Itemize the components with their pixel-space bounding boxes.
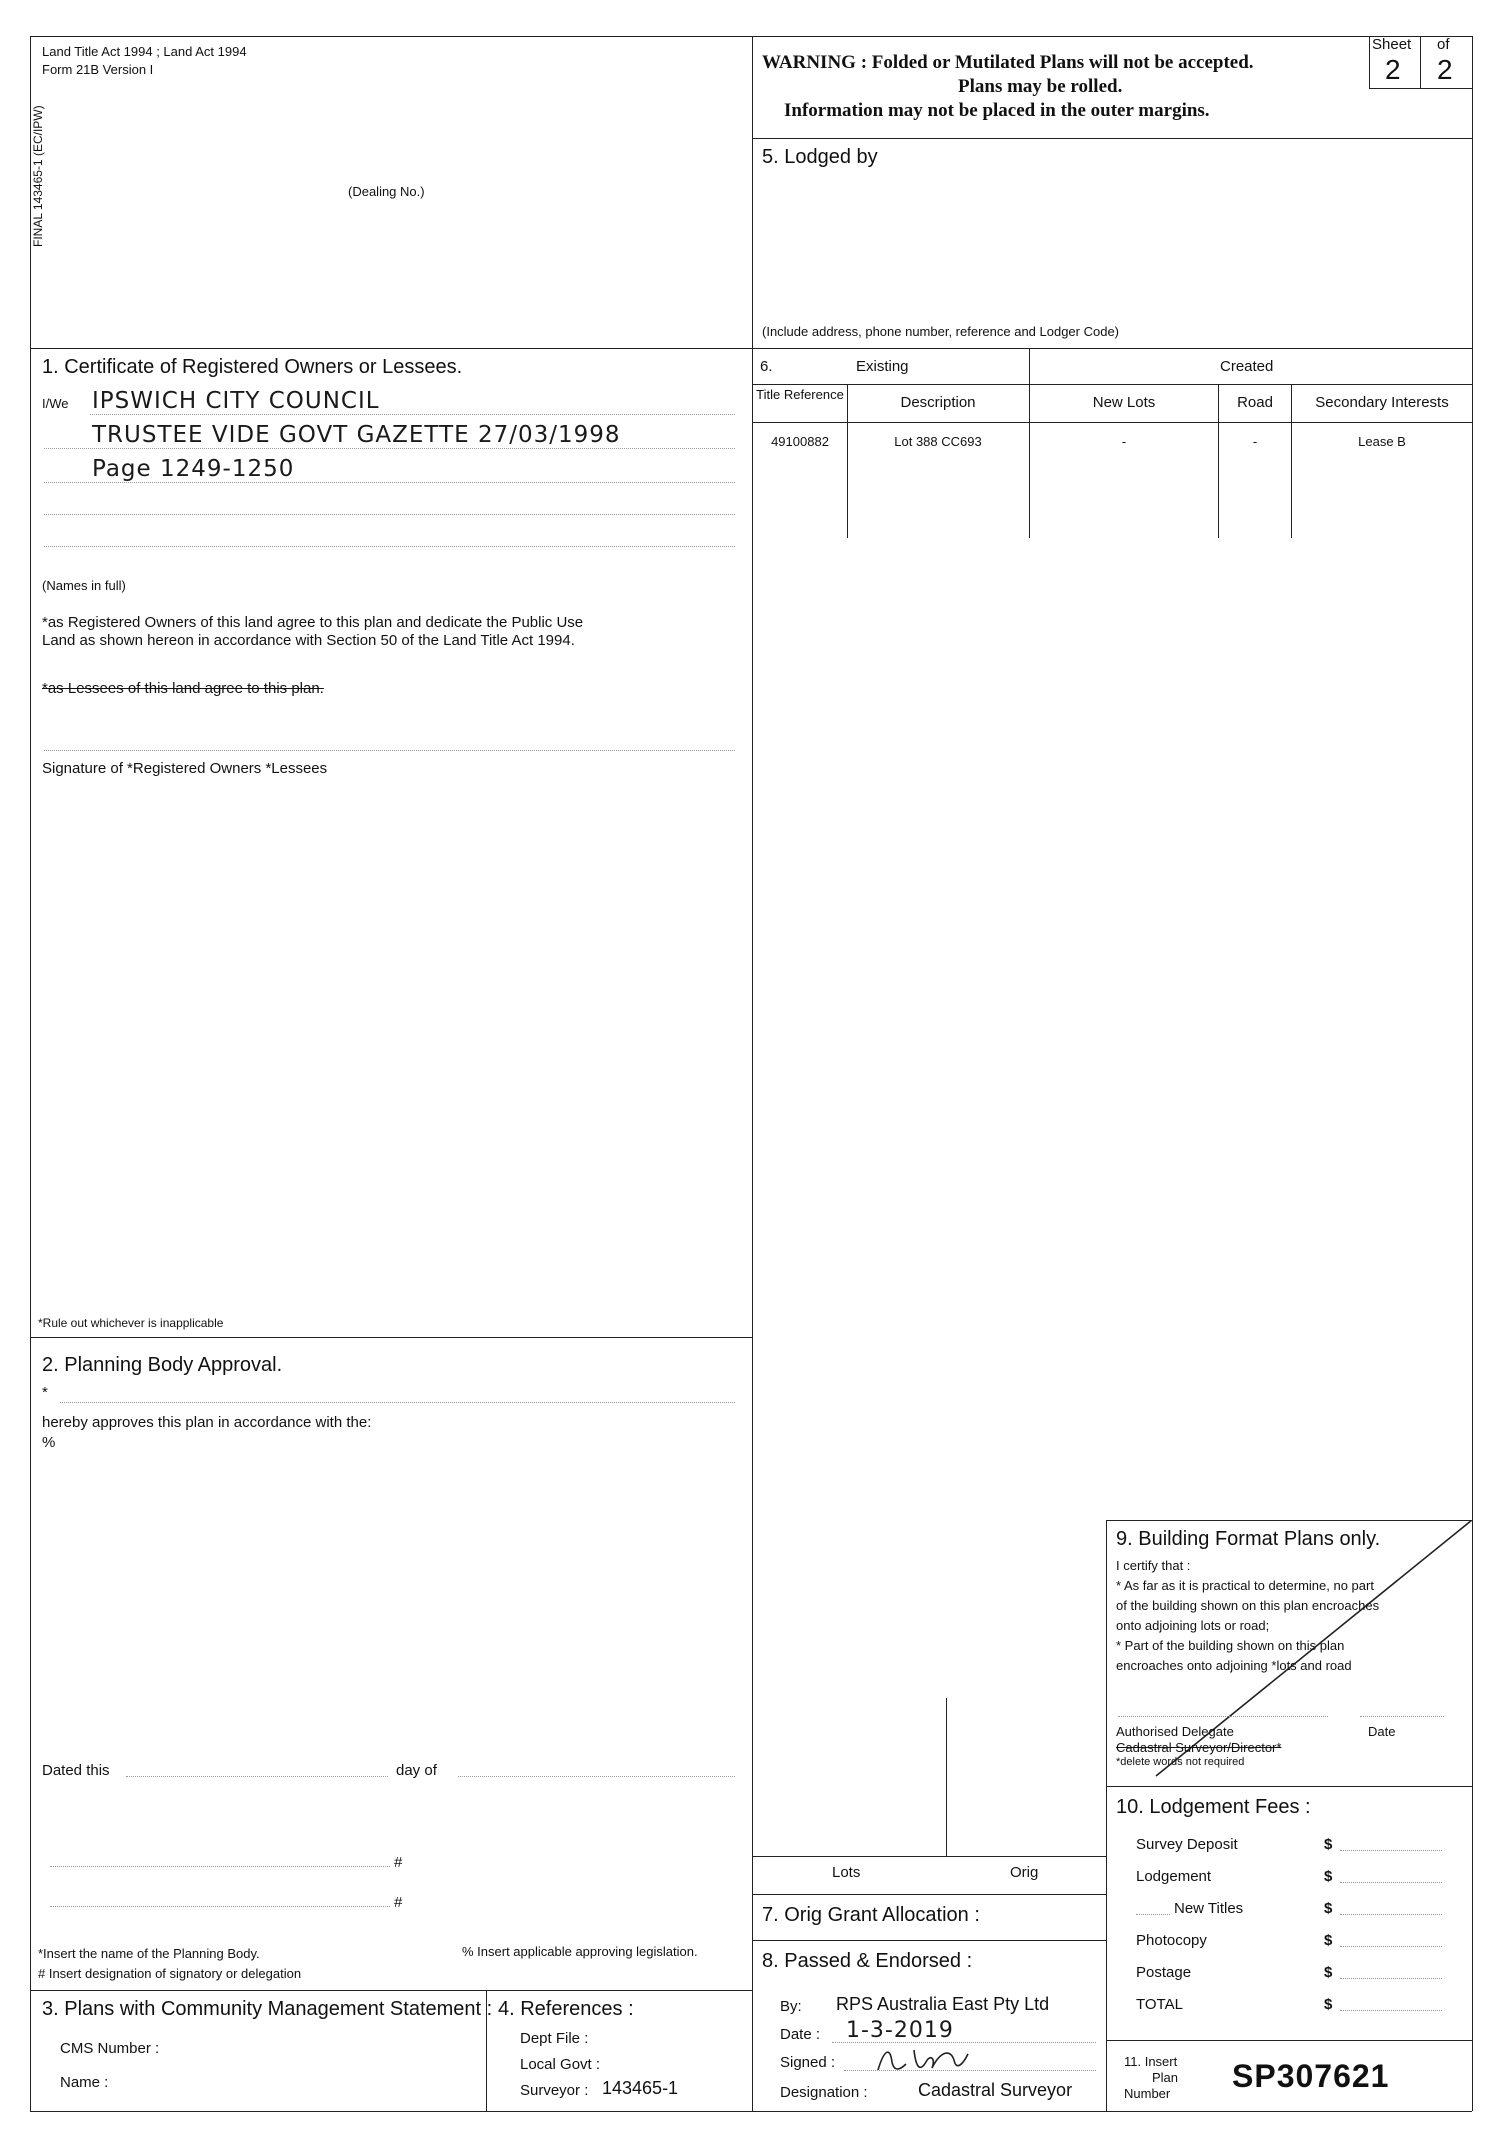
section-7-title: 7. Orig Grant Allocation : xyxy=(762,1904,980,1926)
section-9-title: 9. Building Format Plans only. xyxy=(1116,1528,1381,1550)
signature-label: Signature of *Registered Owners *Lessees xyxy=(42,760,328,777)
insert-legislation-note: % Insert applicable approving legislation. xyxy=(462,1944,698,1959)
frame-right xyxy=(1472,36,1473,2111)
sheet-box-bottom xyxy=(1369,88,1472,89)
section-9-certify: I certify that : xyxy=(1116,1558,1191,1573)
planning-star: * xyxy=(42,1384,48,1401)
divider-section-2 xyxy=(30,1337,752,1338)
fee-dotline-4 xyxy=(1340,1946,1442,1947)
section-9-delete-words: *delete words not required xyxy=(1116,1756,1245,1768)
section-9-sign-dotline xyxy=(1118,1716,1328,1717)
fee-dotline-1 xyxy=(1340,1850,1442,1851)
divider-warning xyxy=(752,138,1472,139)
cms-name-label: Name : xyxy=(60,2074,109,2091)
fee-currency-1: $ xyxy=(1324,1836,1333,1853)
fee-currency-4: $ xyxy=(1324,1932,1333,1949)
rule-out-note: *Rule out whichever is inapplicable xyxy=(38,1316,224,1330)
section-9-line-5: encroaches onto adjoining *lots and road xyxy=(1116,1658,1352,1673)
surveyor-value: 143465-1 xyxy=(602,2078,679,2098)
existing-header: Existing xyxy=(856,358,909,375)
fee-dotline-2 xyxy=(1340,1882,1442,1883)
approves-text: hereby approves this plan in accordance with the: xyxy=(42,1414,372,1431)
section-9-cadastral: Cadastral Surveyor/Director* xyxy=(1116,1740,1282,1755)
owner-dotline-4 xyxy=(44,514,735,515)
new-titles-count-dotline xyxy=(1136,1914,1170,1915)
col-description: Description xyxy=(900,394,976,411)
insert-designation-note: # Insert designation of signatory or delegation xyxy=(38,1966,302,1981)
table-header-line-2 xyxy=(752,422,1472,423)
of-label: of xyxy=(1437,36,1450,53)
signatory-dotline-1 xyxy=(50,1866,390,1867)
fee-survey-deposit: Survey Deposit xyxy=(1136,1836,1238,1853)
section-9-date-dotline xyxy=(1360,1716,1444,1717)
row-title-ref: 49100882 xyxy=(771,434,829,449)
dealing-no: (Dealing No.) xyxy=(348,184,425,199)
section-9-line-4: * Part of the building shown on this plan xyxy=(1116,1638,1345,1653)
header-form: Form 21B Version I xyxy=(42,62,154,77)
owner-line-2: TRUSTEE VIDE GOVT GAZETTE 27/03/1998 xyxy=(92,422,621,448)
section-11-top xyxy=(1106,2040,1472,2041)
created-header: Created xyxy=(1220,358,1274,375)
planning-title: 2. Planning Body Approval. xyxy=(42,1354,283,1376)
section-4-title: 4. References : xyxy=(498,1998,634,2020)
by-value: RPS Australia East Pty Ltd xyxy=(836,1994,1050,2014)
designation-label: Designation : xyxy=(780,2084,868,2101)
certificate-title: 1. Certificate of Registered Owners or Lessees. xyxy=(42,356,463,378)
section-11-label-2: Plan xyxy=(1152,2070,1179,2085)
section-10-title: 10. Lodgement Fees : xyxy=(1116,1796,1311,1818)
surveyor-label: Surveyor : xyxy=(520,2082,589,2099)
plan-number: SP307621 xyxy=(1232,2058,1390,2094)
section-9-line-3: onto adjoining lots or road; xyxy=(1116,1618,1270,1633)
col-secondary-interests: Secondary Interests xyxy=(1315,394,1449,411)
dept-file-label: Dept File : xyxy=(520,2030,589,2047)
warning-line-3: Information may not be placed in the outer margins. xyxy=(784,100,1210,121)
col-new-lots: New Lots xyxy=(1092,394,1156,411)
fee-dotline-5 xyxy=(1340,1978,1442,1979)
signatory-dotline-2 xyxy=(50,1906,390,1907)
fee-lodgement: Lodgement xyxy=(1136,1868,1212,1885)
cms-number-label: CMS Number : xyxy=(60,2040,160,2057)
header-acts: Land Title Act 1994 ; Land Act 1994 xyxy=(42,44,247,59)
insert-name-note: *Insert the name of the Planning Body. xyxy=(38,1946,260,1961)
sheet-box-mid xyxy=(1420,36,1421,88)
section-9-date: Date xyxy=(1368,1724,1396,1739)
sheet-label: Sheet xyxy=(1372,36,1412,53)
agree-text-2: Land as shown hereon in accordance with Section 50 of the Land Title Act 1994. xyxy=(42,632,575,649)
frame-bottom xyxy=(30,2111,1472,2112)
divider-header-left xyxy=(30,348,752,349)
date-label: Date : xyxy=(780,2026,821,2043)
names-in-full: (Names in full) xyxy=(42,578,126,593)
col-road: Road xyxy=(1237,394,1273,411)
section-9-line-2: of the building shown on this plan encroaches xyxy=(1116,1598,1380,1613)
signed-label: Signed : xyxy=(780,2054,836,2071)
fee-currency-5: $ xyxy=(1324,1964,1333,1981)
signatory-hash-2: # xyxy=(394,1894,403,1911)
divider-lodged xyxy=(752,348,1472,349)
section-8-top xyxy=(752,1940,1106,1941)
lodged-note: (Include address, phone number, reference and Lodger Code) xyxy=(762,324,1120,339)
dated-this-dotline xyxy=(126,1776,388,1777)
signature-dotline xyxy=(44,750,735,751)
dated-this-label: Dated this xyxy=(42,1762,110,1779)
row-secondary: Lease B xyxy=(1358,434,1406,449)
surveyor-signature xyxy=(870,2040,980,2080)
table-header-line-1 xyxy=(752,384,1472,385)
section-9-line-1: * As far as it is practical to determine, no part xyxy=(1116,1578,1374,1593)
local-govt-label: Local Govt : xyxy=(520,2056,601,2073)
owner-line-3: Page 1249-1250 xyxy=(92,456,295,482)
owner-dotline-1 xyxy=(90,414,735,415)
iwe-label: I/We xyxy=(42,396,69,411)
owner-dotline-3 xyxy=(44,482,735,483)
owner-line-1: IPSWICH CITY COUNCIL xyxy=(92,388,380,414)
day-of-dotline xyxy=(458,1776,735,1777)
section-8-title: 8. Passed & Endorsed : xyxy=(762,1950,973,1972)
planning-body-dotline xyxy=(60,1402,735,1403)
owner-dotline-2 xyxy=(44,448,735,449)
of-value: 2 xyxy=(1437,54,1453,85)
margin-side-note: FINAL 143465-1 (EC/IPW) xyxy=(31,105,45,247)
section-6-num: 6. xyxy=(760,358,773,375)
by-label: By: xyxy=(780,1998,802,2015)
fee-currency-2: $ xyxy=(1324,1868,1333,1885)
section-11-label-3: Number xyxy=(1124,2086,1171,2101)
lessees-text: *as Lessees of this land agree to this plan. xyxy=(42,680,324,697)
fee-new-titles: New Titles xyxy=(1174,1900,1244,1917)
fee-photocopy: Photocopy xyxy=(1136,1932,1207,1949)
sheet-box-left xyxy=(1369,36,1370,88)
planning-percent: % xyxy=(42,1434,56,1451)
day-of-label: day of xyxy=(396,1762,437,1779)
orig-label: Orig xyxy=(1010,1864,1039,1881)
section-3-title: 3. Plans with Community Management Statement : xyxy=(42,1998,493,2020)
warning-line-1: WARNING : Folded or Mutilated Plans will not be accepted. xyxy=(762,52,1254,73)
owner-dotline-5 xyxy=(44,546,735,547)
lots-orig-divider xyxy=(946,1698,947,1856)
warning-line-2: Plans may be rolled. xyxy=(958,76,1123,97)
fee-dotline-3 xyxy=(1340,1914,1442,1915)
date-value: 1-3-2019 xyxy=(846,2018,954,2043)
frame-top xyxy=(30,36,1472,37)
sheet-value: 2 xyxy=(1385,54,1401,85)
section-7-top xyxy=(752,1894,1106,1895)
row-road: - xyxy=(1252,434,1258,449)
lots-top xyxy=(752,1856,1106,1857)
fee-postage: Postage xyxy=(1136,1964,1192,1981)
signatory-hash-1: # xyxy=(394,1854,403,1871)
lodged-title: 5. Lodged by xyxy=(762,146,878,168)
designation-value: Cadastral Surveyor xyxy=(918,2080,1073,2100)
divider-section-3 xyxy=(30,1990,752,1991)
col-title-reference: Title Reference xyxy=(756,387,844,402)
fee-dotline-6 xyxy=(1340,2010,1442,2011)
row-new-lots: - xyxy=(1121,434,1127,449)
section-10-top xyxy=(1106,1786,1472,1787)
fee-total: TOTAL xyxy=(1136,1996,1183,2013)
agree-text-1: *as Registered Owners of this land agree to this plan and dedicate the Public Use xyxy=(42,614,584,631)
row-description: Lot 388 CC693 xyxy=(894,434,982,449)
section-9-authorised: Authorised Delegate xyxy=(1116,1724,1234,1739)
lots-label: Lots xyxy=(832,1864,861,1881)
fee-currency-6: $ xyxy=(1324,1996,1333,2013)
fee-currency-3: $ xyxy=(1324,1900,1333,1917)
section-11-label-1: 11. Insert xyxy=(1124,2054,1178,2069)
